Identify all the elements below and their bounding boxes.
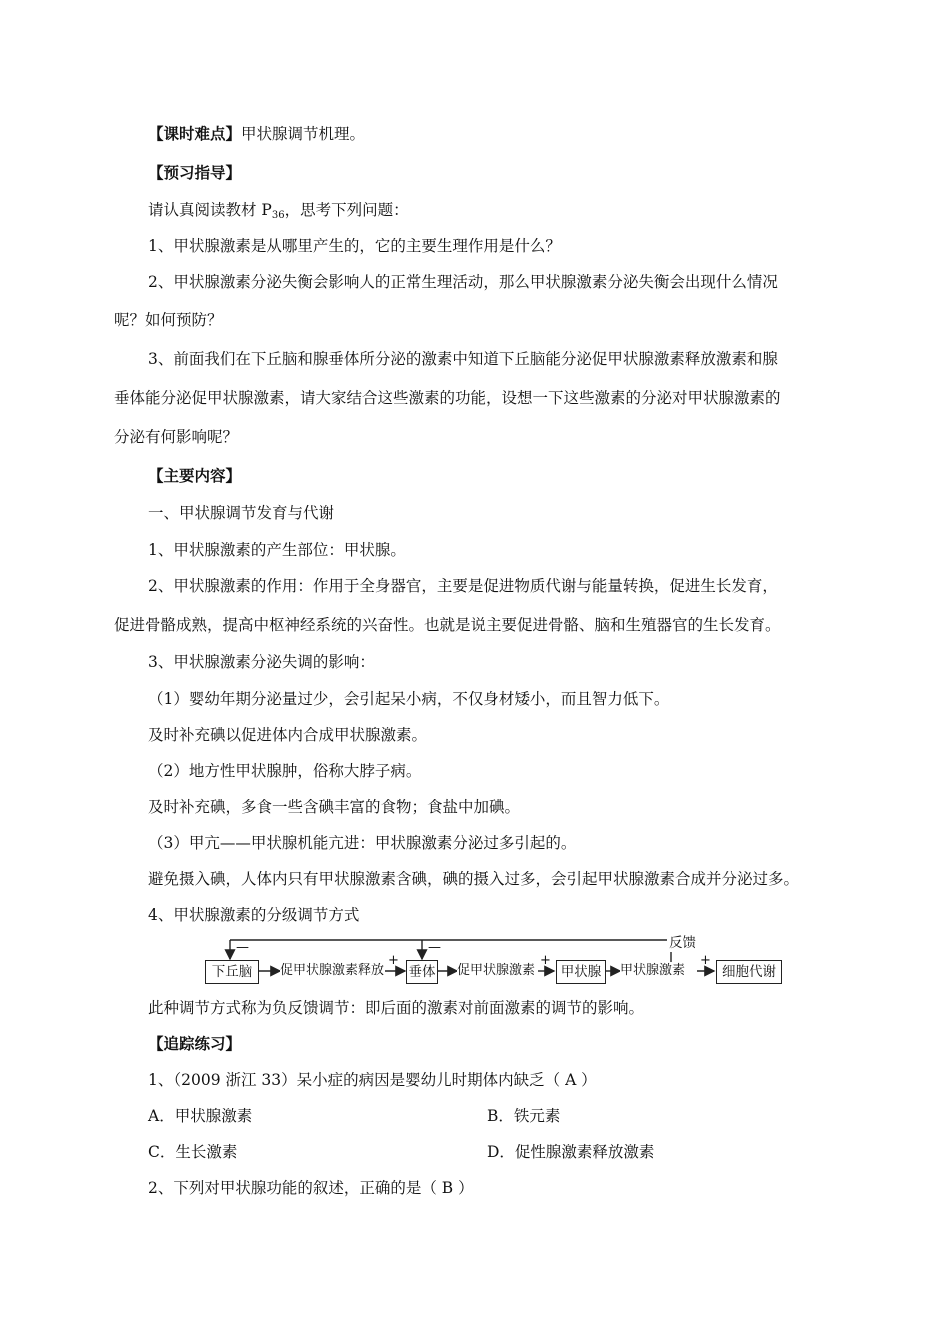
main-heading: 【主要内容】 [148, 467, 242, 485]
preview-intro-b: ，思考下列问题： [284, 201, 409, 219]
practice-option-c: C．生长激素 [148, 1143, 238, 1161]
preview-intro [148, 200, 409, 226]
point-2-line2: 促进骨骼成熟，提高中枢神经系统的兴奋性。也就是说主要促进骨骼、脑和生殖器官的生长发育。 [114, 616, 781, 634]
point-3-3: （3）甲亢——甲状腺机能亢进：甲状腺激素分泌过多引起的。 [148, 834, 577, 852]
section-1-title: 一、甲状腺调节发育与代谢 [148, 504, 335, 522]
preview-heading: 【预习指导】 [148, 164, 242, 182]
point-3: 3、甲状腺激素分泌失调的影响： [148, 653, 375, 671]
practice-option-d: D．促性腺激素释放激素 [487, 1143, 655, 1161]
preview-question-3-line3: 分泌有何影响呢？ [114, 428, 239, 446]
preview-question-2-line2: 呢？如何预防？ [114, 311, 223, 329]
point-3-2-remedy: 及时补充碘，多食一些含碘丰富的食物；食盐中加碘。 [148, 798, 521, 816]
practice-question-2: 2、下列对甲状腺功能的叙述，正确的是（ B ） [148, 1179, 474, 1197]
point-4: 4、甲状腺激素的分级调节方式 [148, 906, 360, 924]
plus-sign-3: + [700, 953, 711, 968]
preview-intro-a: 请认真阅读教材 P [148, 201, 272, 219]
practice-heading: 【追踪练习】 [148, 1035, 242, 1053]
minus-sign-1: — [236, 940, 249, 955]
preview-question-2-line1: 2、甲状腺激素分泌失衡会影响人的正常生理活动，那么甲状腺激素分泌失衡会出现什么情况 [148, 273, 778, 291]
plus-sign-1: + [388, 953, 399, 968]
point-3-1-remedy: 及时补充碘以促进体内合成甲状腺激素。 [148, 726, 428, 744]
minus-sign-2: — [428, 940, 441, 955]
label-th: 甲状腺激素 [620, 963, 686, 978]
label-tsh: 促甲状腺激素 [457, 963, 536, 978]
label-trh: 促甲状腺激素释放 [280, 963, 385, 978]
difficulty-line [148, 124, 365, 144]
box-cell-metabolism: 细胞代谢 [716, 960, 782, 984]
point-2-line1: 2、甲状腺激素的作用：作用于全身器官，主要是促进物质代谢与能量转换，促进生长发育， [148, 577, 778, 595]
feedback-label: 反馈 [669, 935, 696, 951]
practice-option-a: A．甲状腺激素 [148, 1107, 253, 1125]
practice-option-b: B．铁元素 [487, 1107, 561, 1125]
plus-sign-2: + [540, 953, 551, 968]
point-3-2: （2）地方性甲状腺肿，俗称大脖子病。 [148, 762, 422, 780]
regulation-diagram [200, 932, 790, 990]
difficulty-text: 甲状腺调节机理。 [241, 125, 366, 143]
point-5: 此种调节方式称为负反馈调节：即后面的激素对前面激素的调节的影响。 [148, 999, 645, 1017]
point-3-3-remedy: 避免摄入碘，人体内只有甲状腺激素含碘，碘的摄入过多，会引起甲状腺激素合成并分泌过多。 [148, 870, 800, 888]
box-pituitary: 垂体 [406, 960, 438, 984]
preview-question-3-line2: 垂体能分泌促甲状腺激素，请大家结合这些激素的功能，设想一下这些激素的分泌对甲状腺激素的 [114, 389, 781, 407]
box-hypothalamus: 下丘脑 [205, 960, 259, 984]
practice-question-1: 1、（2009 浙江 33）呆小症的病因是婴幼儿时期体内缺乏（ A ） [148, 1071, 597, 1089]
preview-question-3-line1: 3、前面我们在下丘脑和腺垂体所分泌的激素中知道下丘脑能分泌促甲状腺激素释放激素和腺 [148, 350, 778, 368]
point-1: 1、甲状腺激素的产生部位：甲状腺。 [148, 541, 406, 559]
preview-intro-page: 36 [271, 210, 285, 221]
point-3-1: （1）婴幼年期分泌量过少，会引起呆小病，不仅身材矮小，而且智力低下。 [148, 690, 670, 708]
preview-question-1: 1、甲状腺激素是从哪里产生的，它的主要生理作用是什么？ [148, 237, 561, 255]
difficulty-heading: 【课时难点】 [148, 125, 242, 143]
box-thyroid: 甲状腺 [556, 960, 606, 984]
